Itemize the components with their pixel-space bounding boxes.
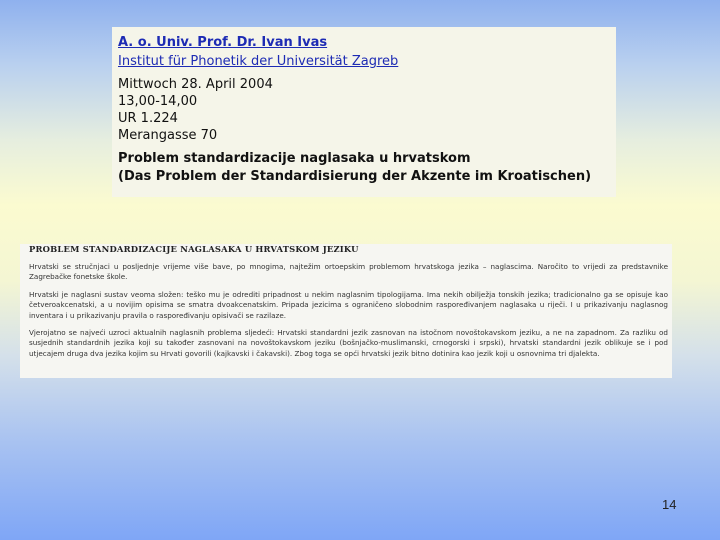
lecture-title-croatian: Problem standardizacije naglasaka u hrvatskom — [118, 151, 471, 166]
document-paragraph-3: Vjerojatno se najveći uzroci aktualnih naglasnih problema sljedeći: Hrvatski standardni jezik zasnovan na istočnom novoštokavskom jeziku, a ne na zapadnom. Za razliku od susjednih standardnih jezika koji su također zasnovani na novoštokavskom jeziku (bošnjačko-muslimanski, crnogorski i srpski), hrvatski standardni jezik oblikuje se i pod utjecajem druga dva jezika kojim su Hrvati govorili (kajkavski i čakavski). Zbog toga se opći hrvatski jezik bitno dotinira kao jezik koji u osnovnima tri djalekta. — [29, 328, 668, 358]
lecture-titles — [118, 150, 616, 186]
speaker-name: A. o. Univ. Prof. Dr. Ivan Ivas — [118, 35, 328, 50]
event-date: Mittwoch 28. April 2004 — [118, 77, 273, 92]
event-time: 13,00-14,00 — [118, 94, 198, 109]
institute-name: Institut für Phonetik der Universität Zagreb — [118, 54, 399, 69]
event-address: Merangasse 70 — [118, 128, 218, 143]
event-room: UR 1.224 — [118, 111, 178, 126]
announcement-panel — [112, 27, 616, 197]
document-excerpt — [20, 244, 672, 378]
event-details — [118, 76, 616, 144]
slide-number: 14 — [662, 497, 677, 512]
document-paragraph-2: Hrvatski je naglasni sustav veoma složen: teško mu je odrediti pripadnost u nekim naglasnim tipologijama. Ima nekih obilježja tonskih jezika; tradicionalno ga se opisuje kao četveroakcenatski, a u novijim opisima se smatra dvoakcenatskim. Pripada jezicima s ograničeno slobodnim raspoređivanjem naglasaka u riječi. I u prikazivanju naglasnog inventara i u prikazivanju pravila o raspoređivanju opisivači se razilaze. — [29, 289, 668, 320]
lecture-title-german: (Das Problem der Standardisierung der Akzente im Kroatischen) — [118, 169, 592, 184]
document-paragraph-1: Hrvatski se stručnjaci u posljednje vrijeme više bave, po mnogima, najtežim ortoepskim problemom hrvatskoga jezika – naglascima. Naročito to vrijedi za predstavnike Zagrebačke fonetske škole. — [29, 262, 668, 282]
document-title: PROBLEM STANDARDIZACIJE NAGLASAKA U HRVATSKOM JEZIKU — [29, 244, 359, 254]
